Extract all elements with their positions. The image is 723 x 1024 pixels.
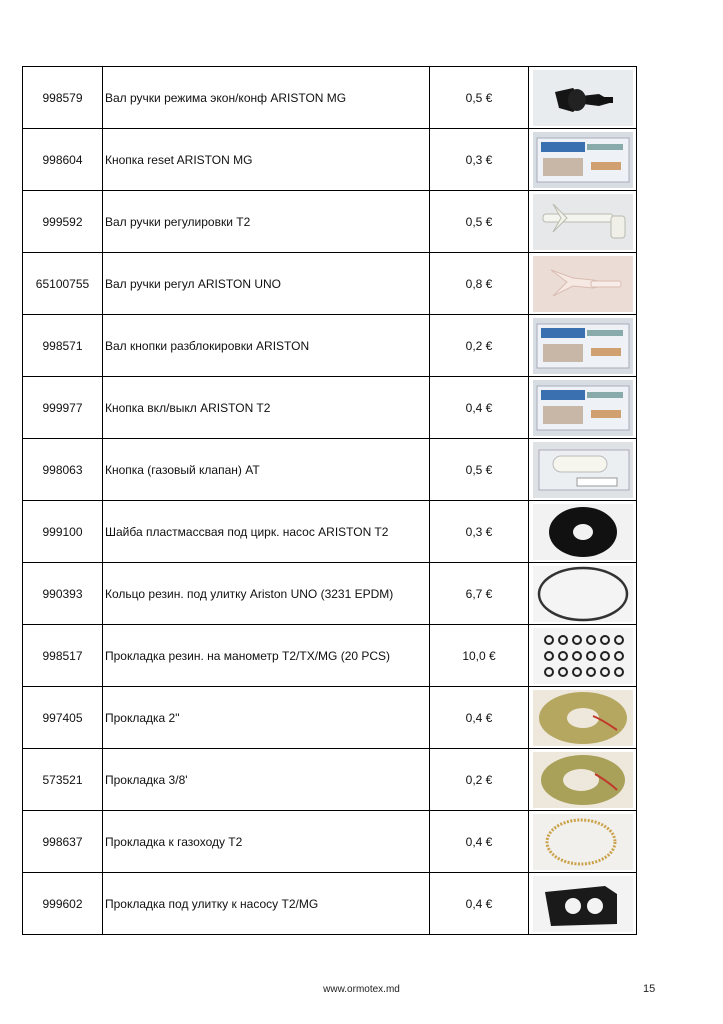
part-price: 0,5 € [430,439,529,501]
table-row [23,749,637,811]
part-photo [529,377,637,439]
part-code: 998604 [23,129,103,191]
part-price: 10,0 € [430,625,529,687]
table-row [23,873,637,935]
packaged-part-icon [529,380,636,436]
part-photo [529,563,637,625]
part-name: Вал кнопки разблокировки ARISTON [103,315,430,377]
white-button-icon [529,442,636,498]
part-code: 998571 [23,315,103,377]
part-name: Прокладка под улитку к насосу T2/MG [103,873,430,935]
part-price: 0,3 € [430,501,529,563]
part-photo [529,687,637,749]
part-code: 999602 [23,873,103,935]
part-code: 999100 [23,501,103,563]
part-code: 998063 [23,439,103,501]
part-code: 573521 [23,749,103,811]
part-code: 997405 [23,687,103,749]
table-row [23,439,637,501]
table-row [23,563,637,625]
part-photo [529,315,637,377]
part-name: Вал ручки режима экон/конф ARISTON MG [103,67,430,129]
part-name: Шайба пластмассвая под цирк. насос ARISTON T2 [103,501,430,563]
part-name: Вал ручки регул ARISTON UNO [103,253,430,315]
packaged-part-icon [529,318,636,374]
part-photo [529,749,637,811]
flue-gasket-icon [529,814,636,870]
part-code: 998517 [23,625,103,687]
part-code: 999977 [23,377,103,439]
part-price: 0,5 € [430,67,529,129]
part-photo [529,439,637,501]
part-price: 6,7 € [430,563,529,625]
part-code: 998637 [23,811,103,873]
part-photo [529,253,637,315]
black-washer-icon [529,504,636,560]
pink-shaft-icon [529,256,636,312]
white-shaft-icon [529,194,636,250]
part-name: Кнопка reset ARISTON MG [103,129,430,191]
fiber-gasket-small-icon [529,752,636,808]
part-price: 0,5 € [430,191,529,253]
part-name: Прокладка 2" [103,687,430,749]
part-price: 0,8 € [430,253,529,315]
part-code: 65100755 [23,253,103,315]
part-photo [529,501,637,563]
part-price: 0,2 € [430,315,529,377]
small-rings-icon [529,628,636,684]
table-row [23,625,637,687]
parts-table [22,66,637,935]
part-photo [529,67,637,129]
part-name: Прокладка резин. на манометр T2/TX/MG (20 PCS) [103,625,430,687]
table-row [23,315,637,377]
table-row [23,377,637,439]
fiber-gasket-icon [529,690,636,746]
table-row [23,191,637,253]
part-code: 990393 [23,563,103,625]
table-row [23,501,637,563]
part-name: Вал ручки регулировки Т2 [103,191,430,253]
part-photo [529,625,637,687]
part-code: 998579 [23,67,103,129]
part-name: Кнопка (газовый клапан) AT [103,439,430,501]
table-row [23,129,637,191]
rows-body [23,67,637,935]
part-code: 999592 [23,191,103,253]
part-price: 0,4 € [430,687,529,749]
black-shaft-icon [529,70,636,126]
footer-url: www.ormotex.md [323,984,400,995]
packaged-part-icon [529,132,636,188]
table-row [23,253,637,315]
part-price: 0,4 € [430,811,529,873]
thin-ring-icon [529,566,636,622]
part-name: Кнопка вкл/выкл ARISTON T2 [103,377,430,439]
part-photo [529,811,637,873]
part-name: Прокладка 3/8' [103,749,430,811]
table-row [23,67,637,129]
part-price: 0,2 € [430,749,529,811]
part-photo [529,129,637,191]
part-price: 0,4 € [430,377,529,439]
table-row [23,687,637,749]
table-row [23,811,637,873]
part-price: 0,4 € [430,873,529,935]
part-photo [529,191,637,253]
page-number: 15 [643,983,656,995]
part-name: Кольцо резин. под улитку Ariston UNO (3231 EPDM) [103,563,430,625]
rect-gasket-icon [529,876,636,932]
part-photo [529,873,637,935]
part-price: 0,3 € [430,129,529,191]
part-name: Прокладка к газоходу Т2 [103,811,430,873]
